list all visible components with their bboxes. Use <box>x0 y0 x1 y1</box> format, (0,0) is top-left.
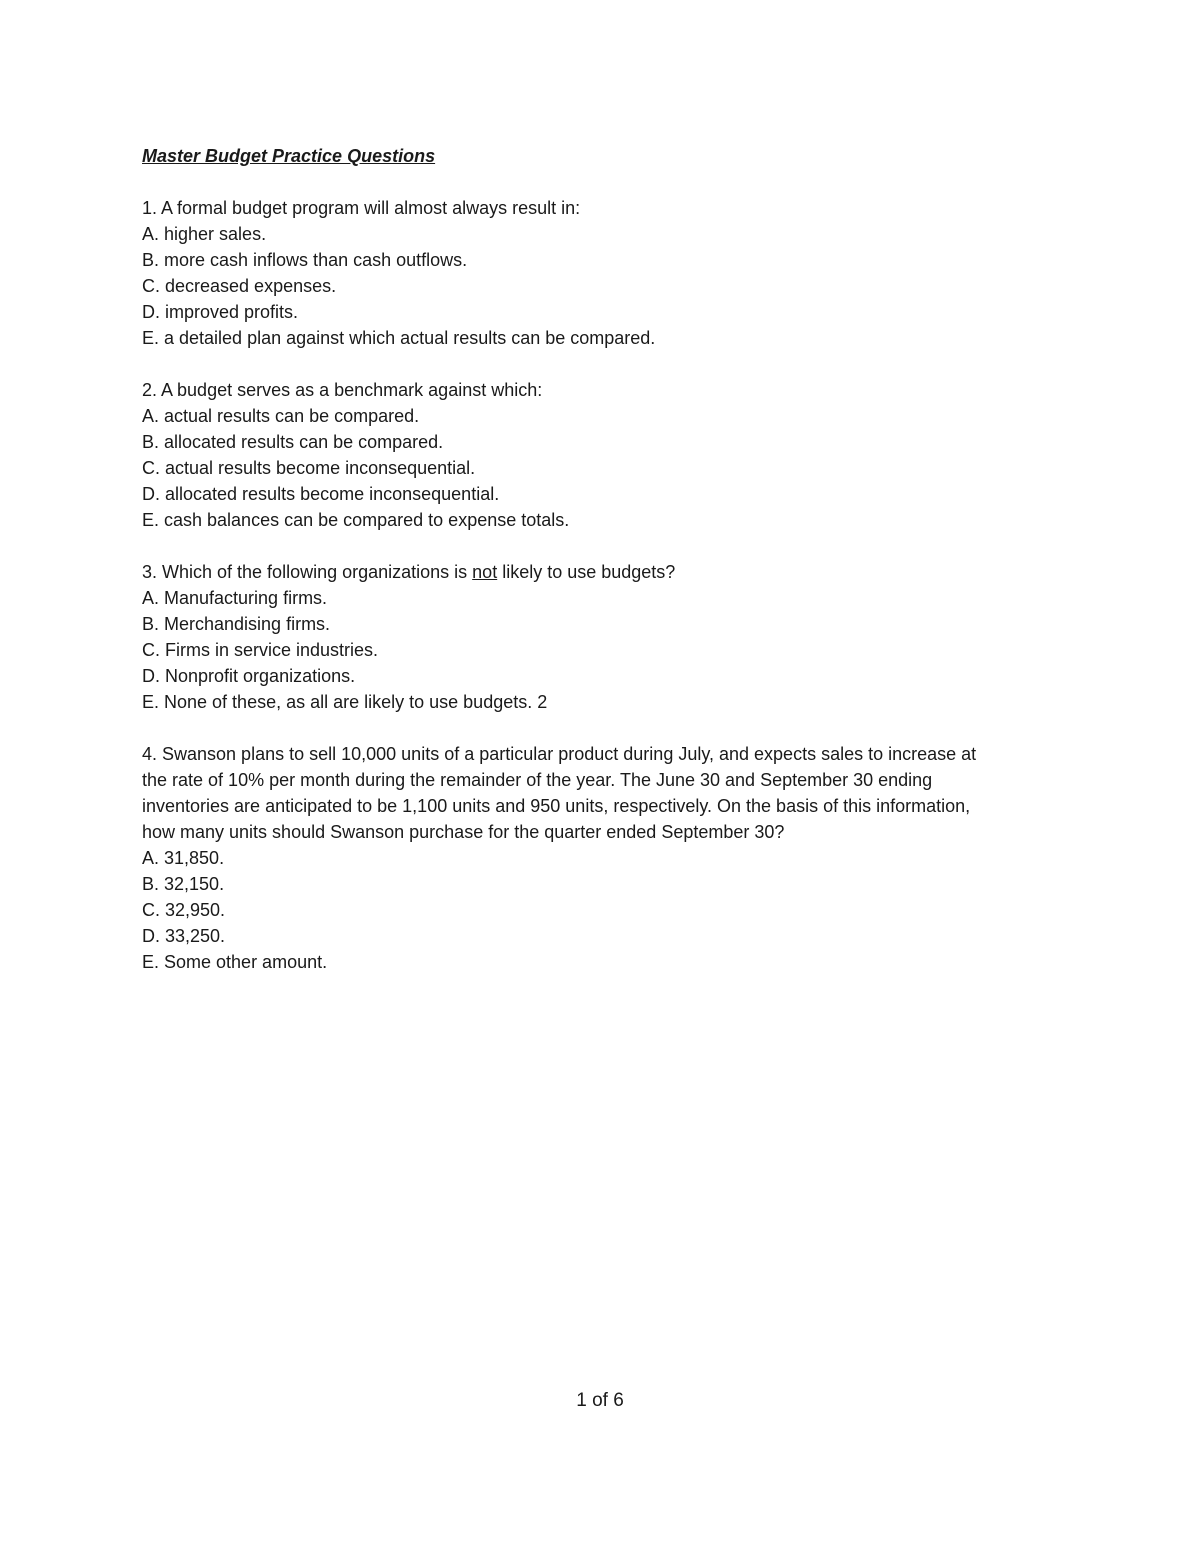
question-stem-line: 4. Swanson plans to sell 10,000 units of a particular product during July, and expects sales to increase at <box>142 744 977 764</box>
question-stem <box>142 559 1072 585</box>
page-number: 1 of 6 <box>576 1390 624 1411</box>
question-stem-line: the rate of 10% per month during the remainder of the year. The June 30 and September 30 ending <box>142 770 933 790</box>
question-stem-line: inventories are anticipated to be 1,100 units and 950 units, respectively. On the basis of this information, <box>142 796 971 816</box>
answer-option-b: B. allocated results can be compared. <box>142 432 444 452</box>
answer-option-b: B. Merchandising firms. <box>142 614 331 634</box>
answer-option-e: E. cash balances can be compared to expense totals. <box>142 510 570 530</box>
answer-option-c: C. actual results become inconsequential. <box>142 458 476 478</box>
answer-option-d: D. improved profits. <box>142 302 299 322</box>
question-3 <box>142 559 1072 715</box>
question-stem-emphasis: not <box>472 562 498 582</box>
question-2 <box>142 377 1072 533</box>
answer-option-a: A. 31,850. <box>142 848 225 868</box>
document-title: Master Budget Practice Questions <box>142 146 436 166</box>
document-body <box>142 143 1072 1001</box>
answer-option-a: A. actual results can be compared. <box>142 406 420 426</box>
answer-option-e: E. a detailed plan against which actual results can be compared. <box>142 328 656 348</box>
question-stem-after: likely to use budgets? <box>497 562 676 582</box>
question-stem-line: how many units should Swanson purchase for the quarter ended September 30? <box>142 822 785 842</box>
answer-option-d: D. 33,250. <box>142 926 226 946</box>
answer-option-d: D. allocated results become inconsequential. <box>142 484 500 504</box>
question-stem: 2. A budget serves as a benchmark against which: <box>142 380 543 400</box>
answer-option-b: B. more cash inflows than cash outflows. <box>142 250 468 270</box>
answer-option-e: E. Some other amount. <box>142 952 328 972</box>
answer-option-b: B. 32,150. <box>142 874 225 894</box>
question-4 <box>142 741 1072 975</box>
question-1 <box>142 195 1072 351</box>
answer-option-d: D. Nonprofit organizations. <box>142 666 356 686</box>
answer-option-c: C. decreased expenses. <box>142 276 337 296</box>
answer-option-a: A. higher sales. <box>142 224 267 244</box>
answer-option-c: C. Firms in service industries. <box>142 640 379 660</box>
answer-option-a: A. Manufacturing firms. <box>142 588 328 608</box>
answer-option-e: E. None of these, as all are likely to use budgets. 2 <box>142 692 548 712</box>
answer-option-c: C. 32,950. <box>142 900 226 920</box>
question-stem: 1. A formal budget program will almost always result in: <box>142 198 581 218</box>
question-stem-before: 3. Which of the following organizations is <box>142 562 473 582</box>
